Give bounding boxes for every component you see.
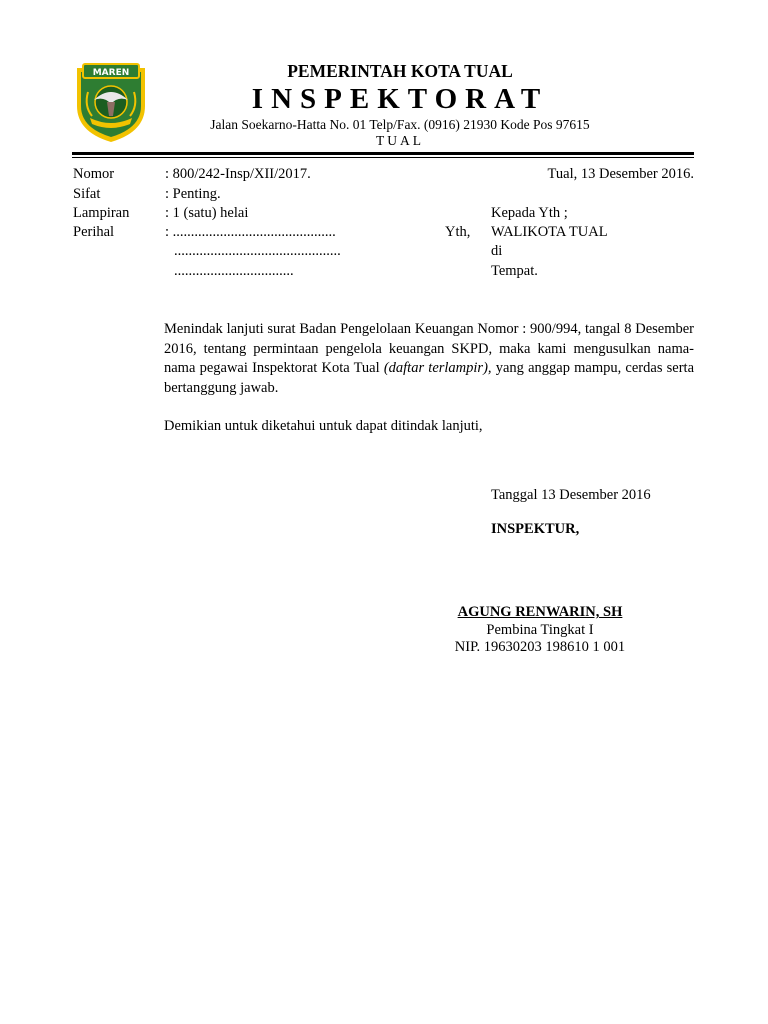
letterhead-thick-rule xyxy=(72,152,694,155)
letterhead-address: Jalan Soekarno-Hatta No. 01 Telp/Fax. (0916) 21930 Kode Pos 97615 xyxy=(210,117,590,132)
letterhead-city: TUAL xyxy=(376,133,424,148)
government-name: PEMERINTAH KOTA TUAL xyxy=(287,61,513,81)
signatory-rank: Pembina Tingkat I xyxy=(486,622,594,638)
body-text-start: Menindak lanjuti surat Badan Pengelolaan Keuangan Nomor : 900/994, tangal 8 Desember 2016, tentang permintaan pengelola keuangan SKPD, maka kami mengusulkan nama-nama pegawai Inspektorat Kota Tual xyxy=(164,321,694,376)
field-label-lampiran: Lampiran xyxy=(73,205,130,221)
field-value-lampiran: : 1 (satu) helai xyxy=(165,205,249,221)
city-emblem-logo xyxy=(74,62,148,144)
recipient-yth: Yth, xyxy=(445,224,471,240)
field-value-perihal: : ............................................. xyxy=(165,224,336,240)
letter-date: Tual, 13 Desember 2016. xyxy=(547,166,694,182)
recipient-name: WALIKOTA TUAL xyxy=(491,224,608,240)
body-text-end: yang anggap mampu, cerdas serta bertanggung jawab. xyxy=(164,360,695,396)
logo-text: MAREN xyxy=(92,68,130,78)
letterhead-thin-rule xyxy=(72,157,694,158)
body-paragraph xyxy=(164,320,694,398)
recipient-di: di xyxy=(491,243,503,259)
signatory-nip: NIP. 19630203 198610 1 001 xyxy=(454,639,626,655)
closing-sentence: Demikian untuk diketahui untuk dapat ditindak lanjuti, xyxy=(164,418,483,434)
recipient-intro: Kepada Yth ; xyxy=(491,205,568,221)
field-label-perihal: Perihal xyxy=(73,224,115,240)
body-text-italic: (daftar terlampir), xyxy=(383,360,492,376)
recipient-place: Tempat. xyxy=(491,263,538,279)
perihal-line-2: .............................................. xyxy=(174,243,341,259)
field-value-nomor: : 800/242-Insp/XII/2017. xyxy=(165,166,311,182)
signature-date: Tanggal 13 Desember 2016 xyxy=(491,487,651,503)
signature-title: INSPEKTUR, xyxy=(491,521,580,537)
field-label-nomor: Nomor xyxy=(73,166,115,182)
institution-name: INSPEKTORAT xyxy=(251,83,549,115)
signatory-name: AGUNG RENWARIN, SH xyxy=(457,604,623,620)
perihal-line-3: ................................. xyxy=(174,263,294,279)
field-label-sifat: Sifat xyxy=(73,186,101,202)
field-value-sifat: : Penting. xyxy=(165,186,221,202)
